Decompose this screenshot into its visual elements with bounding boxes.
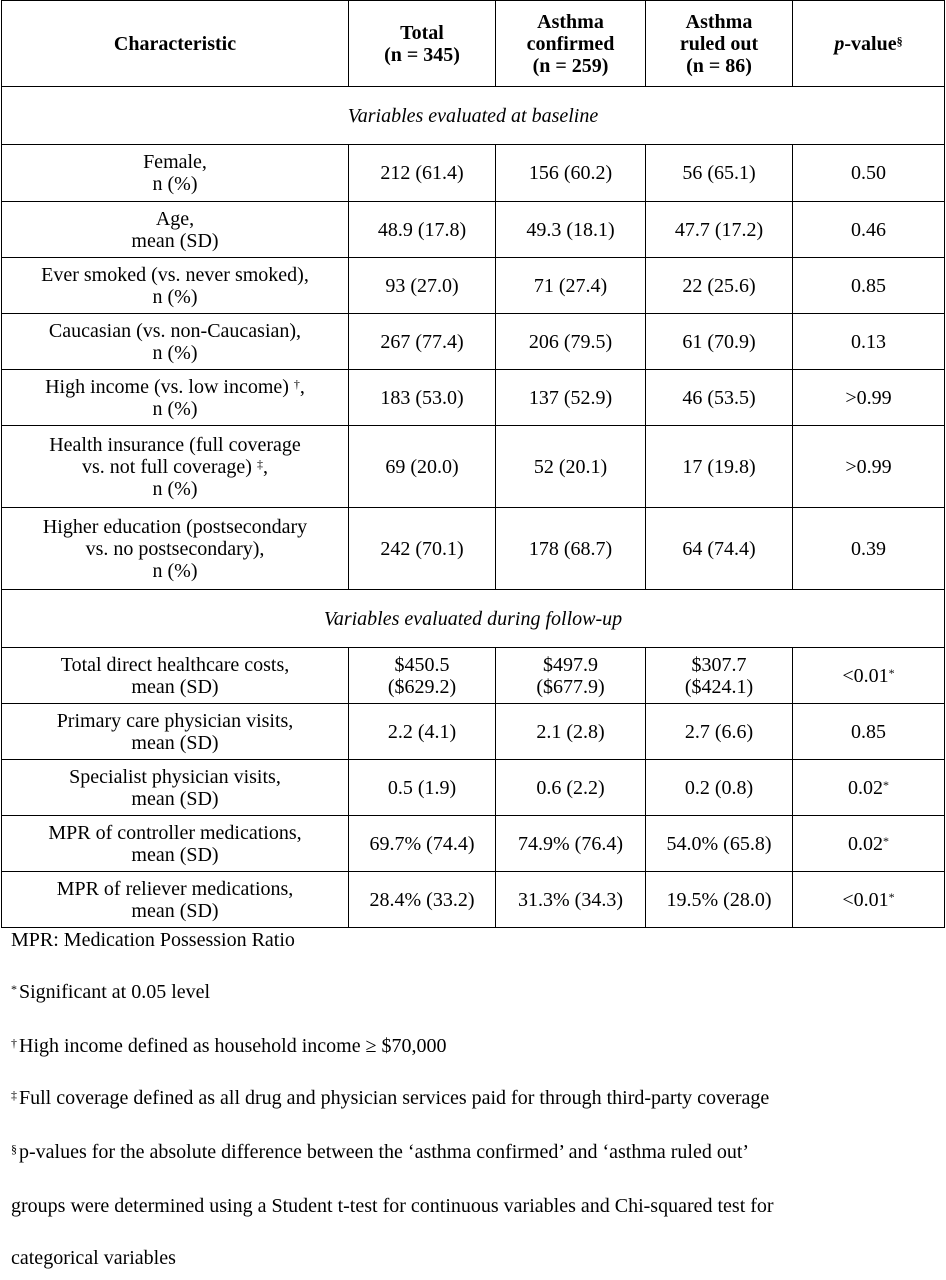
p-value-cell: >0.99 bbox=[793, 370, 945, 426]
table-row bbox=[2, 704, 945, 760]
total-cell: $450.5 ($629.2) bbox=[349, 648, 496, 704]
p-value-cell: 0.13 bbox=[793, 314, 945, 370]
section-row bbox=[2, 87, 945, 145]
characteristic-cell: Female, n (%) bbox=[2, 145, 349, 202]
header-p-value: p-value§ bbox=[793, 1, 945, 87]
footnote-line: ‡ Full coverage defined as all drug and physician services paid for through third-party coverage bbox=[11, 1087, 770, 1109]
footnote-marker: ‡ bbox=[256, 456, 263, 471]
significance-marker: * bbox=[888, 889, 895, 904]
characteristic-cell: High income (vs. low income) †, n (%) bbox=[2, 370, 349, 426]
header-asthma-ruled-out: Asthma ruled out (n = 86) bbox=[646, 1, 793, 87]
table-body bbox=[2, 87, 945, 928]
confirmed-cell: 137 (52.9) bbox=[496, 370, 646, 426]
confirmed-cell: 52 (20.1) bbox=[496, 426, 646, 508]
table-row bbox=[2, 816, 945, 872]
footnote-line: groups were determined using a Student t-test for continuous variables and Chi-squared test for bbox=[11, 1195, 774, 1217]
table-row bbox=[2, 202, 945, 258]
p-value-cell: 0.85 bbox=[793, 704, 945, 760]
characteristic-cell: Age, mean (SD) bbox=[2, 202, 349, 258]
ruled-out-cell: 46 (53.5) bbox=[646, 370, 793, 426]
total-cell: 183 (53.0) bbox=[349, 370, 496, 426]
p-value-cell: 0.85 bbox=[793, 258, 945, 314]
characteristic-cell: MPR of controller medications, mean (SD) bbox=[2, 816, 349, 872]
ruled-out-cell: 56 (65.1) bbox=[646, 145, 793, 202]
total-cell: 2.2 (4.1) bbox=[349, 704, 496, 760]
p-value-cell: 0.46 bbox=[793, 202, 945, 258]
characteristic-cell: Caucasian (vs. non-Caucasian), n (%) bbox=[2, 314, 349, 370]
total-cell: 69 (20.0) bbox=[349, 426, 496, 508]
characteristic-cell: Primary care physician visits, mean (SD) bbox=[2, 704, 349, 760]
table-row bbox=[2, 648, 945, 704]
ruled-out-cell: $307.7 ($424.1) bbox=[646, 648, 793, 704]
total-cell: 48.9 (17.8) bbox=[349, 202, 496, 258]
footnote-symbol: § bbox=[11, 1142, 17, 1156]
header-row bbox=[2, 1, 945, 87]
characteristic-cell: Higher education (postsecondary vs. no postsecondary), n (%) bbox=[2, 508, 349, 590]
section-title: Variables evaluated during follow-up bbox=[2, 590, 945, 648]
header-characteristic: Characteristic bbox=[2, 1, 349, 87]
significance-marker: * bbox=[883, 777, 889, 792]
confirmed-cell: 156 (60.2) bbox=[496, 145, 646, 202]
characteristics-table bbox=[1, 0, 945, 928]
confirmed-cell: 31.3% (34.3) bbox=[496, 872, 646, 928]
section-row bbox=[2, 590, 945, 648]
significance-marker: * bbox=[888, 665, 895, 680]
confirmed-cell: 206 (79.5) bbox=[496, 314, 646, 370]
ruled-out-cell: 0.2 (0.8) bbox=[646, 760, 793, 816]
table-row bbox=[2, 370, 945, 426]
characteristic-cell: Health insurance (full coverage vs. not full coverage) ‡, n (%) bbox=[2, 426, 349, 508]
ruled-out-cell: 17 (19.8) bbox=[646, 426, 793, 508]
confirmed-cell: 178 (68.7) bbox=[496, 508, 646, 590]
footnote-line: * Significant at 0.05 level bbox=[11, 981, 211, 1003]
confirmed-cell: 71 (27.4) bbox=[496, 258, 646, 314]
confirmed-cell: 49.3 (18.1) bbox=[496, 202, 646, 258]
ruled-out-cell: 2.7 (6.6) bbox=[646, 704, 793, 760]
confirmed-cell: 0.6 (2.2) bbox=[496, 760, 646, 816]
characteristic-cell: Ever smoked (vs. never smoked), n (%) bbox=[2, 258, 349, 314]
p-value-cell: 0.39 bbox=[793, 508, 945, 590]
footnote-symbol: * bbox=[11, 982, 17, 996]
table-row bbox=[2, 145, 945, 202]
header-asthma-confirmed: Asthma confirmed (n = 259) bbox=[496, 1, 646, 87]
footnote-symbol: † bbox=[11, 1036, 17, 1050]
table-row bbox=[2, 872, 945, 928]
total-cell: 69.7% (74.4) bbox=[349, 816, 496, 872]
p-value-cell: >0.99 bbox=[793, 426, 945, 508]
total-cell: 0.5 (1.9) bbox=[349, 760, 496, 816]
ruled-out-cell: 54.0% (65.8) bbox=[646, 816, 793, 872]
characteristic-cell: Specialist physician visits, mean (SD) bbox=[2, 760, 349, 816]
table-row bbox=[2, 508, 945, 590]
ruled-out-cell: 22 (25.6) bbox=[646, 258, 793, 314]
ruled-out-cell: 61 (70.9) bbox=[646, 314, 793, 370]
header-total: Total (n = 345) bbox=[349, 1, 496, 87]
characteristic-cell: MPR of reliever medications, mean (SD) bbox=[2, 872, 349, 928]
characteristic-cell: Total direct healthcare costs, mean (SD) bbox=[2, 648, 349, 704]
footnote-line: categorical variables bbox=[11, 1247, 176, 1269]
significance-marker: * bbox=[883, 833, 889, 848]
table-row bbox=[2, 760, 945, 816]
p-value-cell: 0.50 bbox=[793, 145, 945, 202]
footnote-symbol: ‡ bbox=[11, 1088, 17, 1102]
confirmed-cell: 74.9% (76.4) bbox=[496, 816, 646, 872]
total-cell: 242 (70.1) bbox=[349, 508, 496, 590]
table-row bbox=[2, 426, 945, 508]
p-value-cell: 0.02* bbox=[793, 816, 945, 872]
p-value-cell: 0.02* bbox=[793, 760, 945, 816]
table-row bbox=[2, 314, 945, 370]
total-cell: 212 (61.4) bbox=[349, 145, 496, 202]
footnote-marker: † bbox=[293, 376, 300, 391]
total-cell: 28.4% (33.2) bbox=[349, 872, 496, 928]
p-value-cell: <0.01* bbox=[793, 872, 945, 928]
footnote-line: † High income defined as household income ≥ $70,000 bbox=[11, 1035, 447, 1057]
ruled-out-cell: 47.7 (17.2) bbox=[646, 202, 793, 258]
table-row bbox=[2, 258, 945, 314]
p-value-cell: <0.01* bbox=[793, 648, 945, 704]
total-cell: 267 (77.4) bbox=[349, 314, 496, 370]
footnote-line: MPR: Medication Possession Ratio bbox=[11, 929, 295, 951]
ruled-out-cell: 19.5% (28.0) bbox=[646, 872, 793, 928]
confirmed-cell: $497.9 ($677.9) bbox=[496, 648, 646, 704]
confirmed-cell: 2.1 (2.8) bbox=[496, 704, 646, 760]
footnote-line: § p-values for the absolute difference between the ‘asthma confirmed’ and ‘asthma ruled out’ bbox=[11, 1141, 750, 1163]
total-cell: 93 (27.0) bbox=[349, 258, 496, 314]
section-title: Variables evaluated at baseline bbox=[2, 87, 945, 145]
ruled-out-cell: 64 (74.4) bbox=[646, 508, 793, 590]
